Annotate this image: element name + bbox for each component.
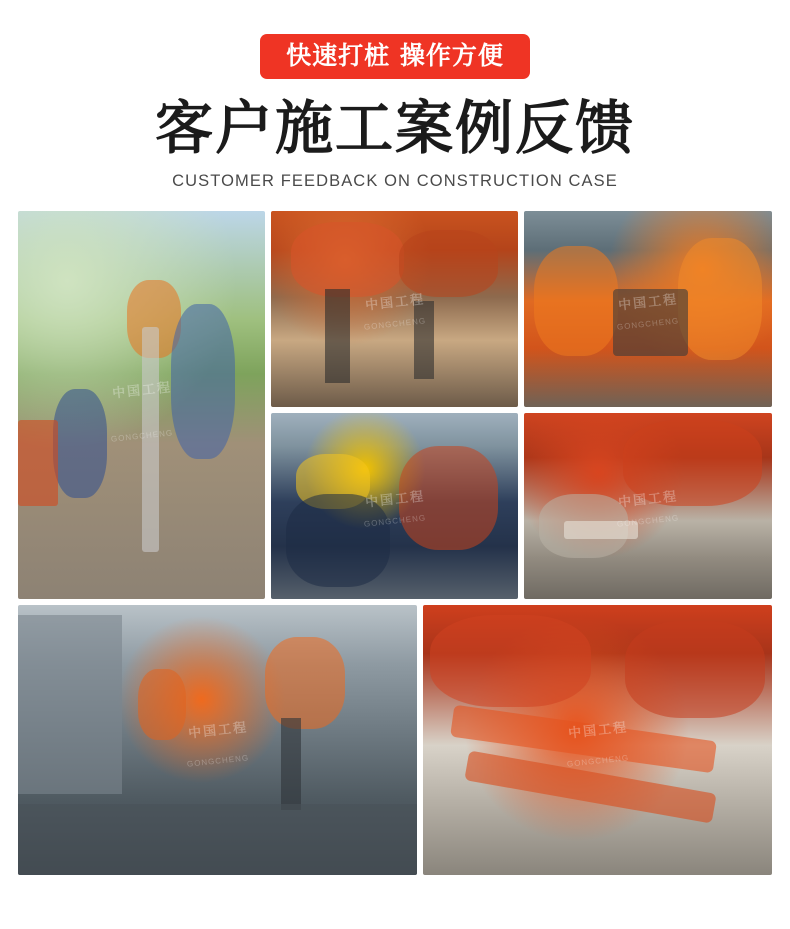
photo-watermark-sub: GONGCHENG — [616, 512, 680, 529]
photo-watermark: 中国工程 — [363, 488, 426, 510]
photo-watermark-sub: GONGCHENG — [363, 512, 426, 529]
photo-watermark: 中国工程 — [617, 291, 679, 313]
photo-watermark-sub: GONGCHENG — [363, 316, 426, 333]
photo-gallery — [0, 211, 790, 875]
gallery-photo-3 — [524, 211, 772, 407]
photo-watermark-sub: GONGCHENG — [566, 753, 629, 769]
header-badge: 快速打桩 操作方便 — [260, 34, 530, 79]
header — [0, 0, 790, 191]
photo-watermark-sub: GONGCHENG — [110, 427, 173, 444]
gallery-row-3 — [18, 605, 772, 875]
photo-watermark: 中国工程 — [566, 719, 629, 741]
page-title: 客户施工案例反馈 — [154, 94, 635, 162]
photo-watermark: 中国工程 — [363, 291, 426, 313]
gallery-photo-5 — [524, 413, 772, 599]
page-subtitle: CUSTOMER FEEDBACK ON CONSTRUCTION CASE — [172, 171, 618, 190]
gallery-photo-6 — [18, 605, 417, 875]
photo-watermark: 中国工程 — [186, 719, 249, 741]
photo-watermark: 中国工程 — [617, 488, 679, 510]
photo-watermark: 中国工程 — [110, 379, 173, 401]
gallery-col-left — [18, 211, 265, 599]
gallery-photo-4 — [271, 413, 518, 599]
photo-watermark-sub: GONGCHENG — [616, 316, 680, 333]
photo-watermark-sub: GONGCHENG — [186, 753, 249, 769]
gallery-photo-7 — [423, 605, 772, 875]
gallery-row-2b — [271, 413, 772, 599]
gallery-photo-2 — [271, 211, 518, 407]
gallery-photo-1-tall — [18, 211, 265, 599]
